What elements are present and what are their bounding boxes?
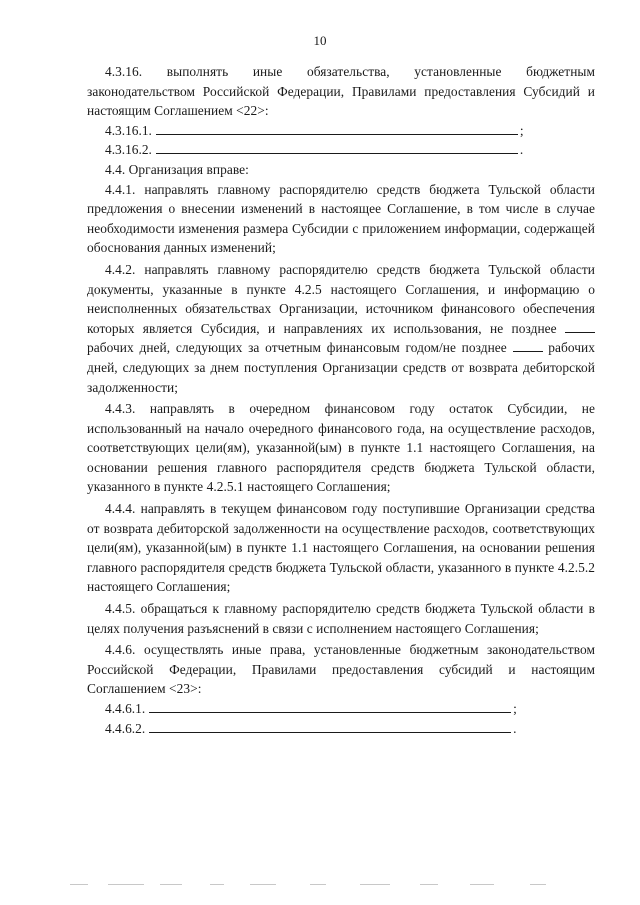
clause-4-4: 4.4. Организация вправе: bbox=[105, 161, 249, 177]
scan-mark bbox=[470, 884, 494, 885]
fill-line-4-4-6-2 bbox=[87, 719, 595, 739]
document-body bbox=[87, 62, 595, 738]
fill-line-end: ; bbox=[513, 701, 517, 716]
scan-mark bbox=[160, 884, 182, 885]
clause-4-4-2-part-1: 4.4.2. направлять главному распорядителю средств бюджета Тульской области документы, указанные в пункте 4.2.5 настоящего Соглашения, и информацию о неисполненных обязательствах Организации, источником финансового обеспечения которых является Субсидия, и направлениях их использования, не позднее bbox=[87, 261, 595, 336]
blank-line bbox=[156, 121, 518, 135]
blank-days-1 bbox=[565, 321, 595, 333]
scan-mark bbox=[70, 884, 88, 885]
fill-line-number: 4.3.16.2. bbox=[105, 142, 152, 158]
fill-line-4-3-16-2 bbox=[87, 140, 595, 160]
fill-line-number: 4.4.6.2. bbox=[105, 720, 146, 736]
scan-mark bbox=[310, 884, 326, 885]
clause-4-3-16: 4.3.16. выполнять иные обязательства, установленные бюджетным законодательством Российской Федерации, Правилами предоставления Субсидий и настоящим Соглашением <22>: bbox=[87, 64, 595, 119]
page-number: 10 bbox=[313, 33, 327, 48]
blank-line bbox=[149, 699, 511, 713]
clause-4-4-4: 4.4.4. направлять в текущем финансовом году поступившие Организации средства от возврата дебиторской задолженности на осуществление расходов, соответствующих цели(ям), указанной(ым) в пункте 1.1 настоящего Соглашения, на основании решения главного распорядителя средств бюджета Тульской области, указанного в пункте 4.2.5.2 настоящего Соглашения; bbox=[87, 501, 595, 595]
fill-line-number: 4.3.16.1. bbox=[105, 122, 152, 138]
scan-mark bbox=[530, 884, 546, 885]
clause-4-4-1: 4.4.1. направлять главному распорядителю средств бюджета Тульской области предложения о внесении изменений в настоящее Соглашение, в том числе в случае необходимости изменения размера Субсидии с приложением информации, содержащей обоснования данных изменений; bbox=[87, 181, 595, 256]
fill-line-4-4-6-1 bbox=[87, 699, 595, 719]
blank-line bbox=[156, 140, 518, 154]
fill-line-number: 4.4.6.1. bbox=[105, 701, 146, 716]
fill-line-4-3-16-1 bbox=[87, 121, 595, 141]
fill-line-end: . bbox=[513, 720, 517, 736]
fill-line-end: ; bbox=[519, 122, 524, 138]
clause-4-4-6: 4.4.6. осуществлять иные права, установленные бюджетным законодательством Российской Федерации, Правилами предоставления субсидий и настоящим Соглашением <23>: bbox=[87, 642, 595, 697]
clause-4-4-2 bbox=[87, 260, 595, 397]
scan-mark bbox=[210, 884, 224, 885]
clause-4-4-2-part-2: рабочих дней, следующих за отчетным финансовым годом/не позднее bbox=[87, 340, 507, 356]
scan-mark bbox=[250, 884, 276, 885]
scan-artifact-marks bbox=[60, 884, 580, 890]
clause-4-4-2-part-3: рабочих дней, следующих за днем поступления Организации средств от возврата дебиторской задолженности; bbox=[87, 340, 595, 395]
fill-line-end: . bbox=[519, 142, 524, 158]
clause-4-4-3: 4.4.3. направлять в очередном финансовом году остаток Субсидии, не использованный на начало очередного финансового года, на осуществление расходов, соответствующих цели(ям), указанной(ым) в пункте 1.1 настоящего Соглашения, на основании решения главного распорядителя средств бюджета Тульской области, указанного в пункте 4.2.5.1 настоящего Соглашения; bbox=[87, 401, 595, 495]
scan-mark bbox=[360, 884, 390, 885]
blank-line bbox=[149, 719, 511, 733]
scan-mark bbox=[420, 884, 438, 885]
clause-4-4-5: 4.4.5. обращаться к главному распорядителю средств бюджета Тульской области в целях получения разъяснений в связи с исполнением настоящего Соглашения; bbox=[87, 601, 595, 636]
scan-mark bbox=[108, 884, 144, 885]
blank-days-2 bbox=[513, 340, 543, 352]
